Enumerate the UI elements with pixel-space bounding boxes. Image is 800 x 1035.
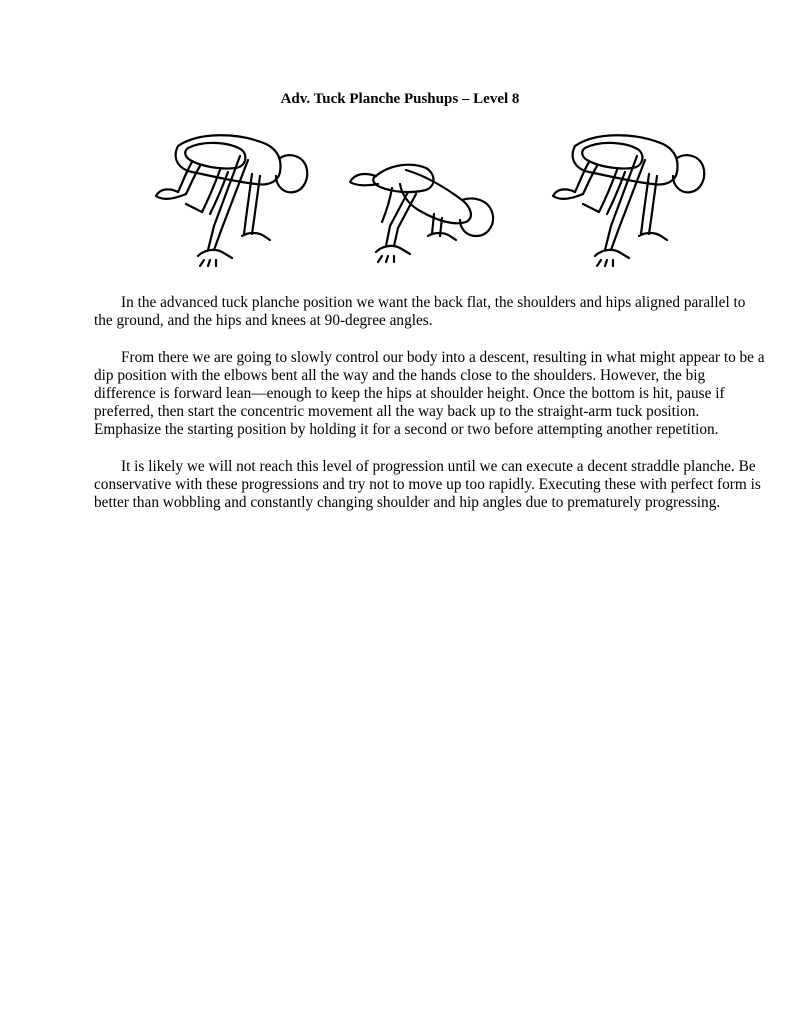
exercise-illustrations [0,126,800,272]
tuck-planche-return-illustration [545,126,709,272]
body-text [94,294,766,531]
tuck-planche-top-illustration [148,126,312,272]
paragraph-descent: From there we are going to slowly control our body into a descent, resulting in what might appear to be a dip position with the elbows bent all the way and the hands close to the shoulders. However, the big difference is forward lean—enough to keep the hips at shoulder height. Once the bottom is hit, pause if preferred, then start the concentric movement all the way back up to the straight-arm tuck position. Emphasize the starting position by holding it for a second or two before attempting another repetition. [94,348,765,439]
paragraph-progression-advice: It is likely we will not reach this level of progression until we can execute a decent straddle planche. Be conservative with these progressions and try not to move up too rapidly. Executing these with perfect form is better than wobbling and constantly changing shoulder and hip angles due to prematurely progressing. [94,457,761,512]
tuck-planche-bottom-illustration [346,126,498,272]
paragraph-tuck-position: In the advanced tuck planche position we want the back flat, the shoulders and hips aligned parallel to the ground, and the hips and knees at 90-degree angles. [94,294,746,330]
page-title: Adv. Tuck Planche Pushups – Level 8 [280,91,520,107]
